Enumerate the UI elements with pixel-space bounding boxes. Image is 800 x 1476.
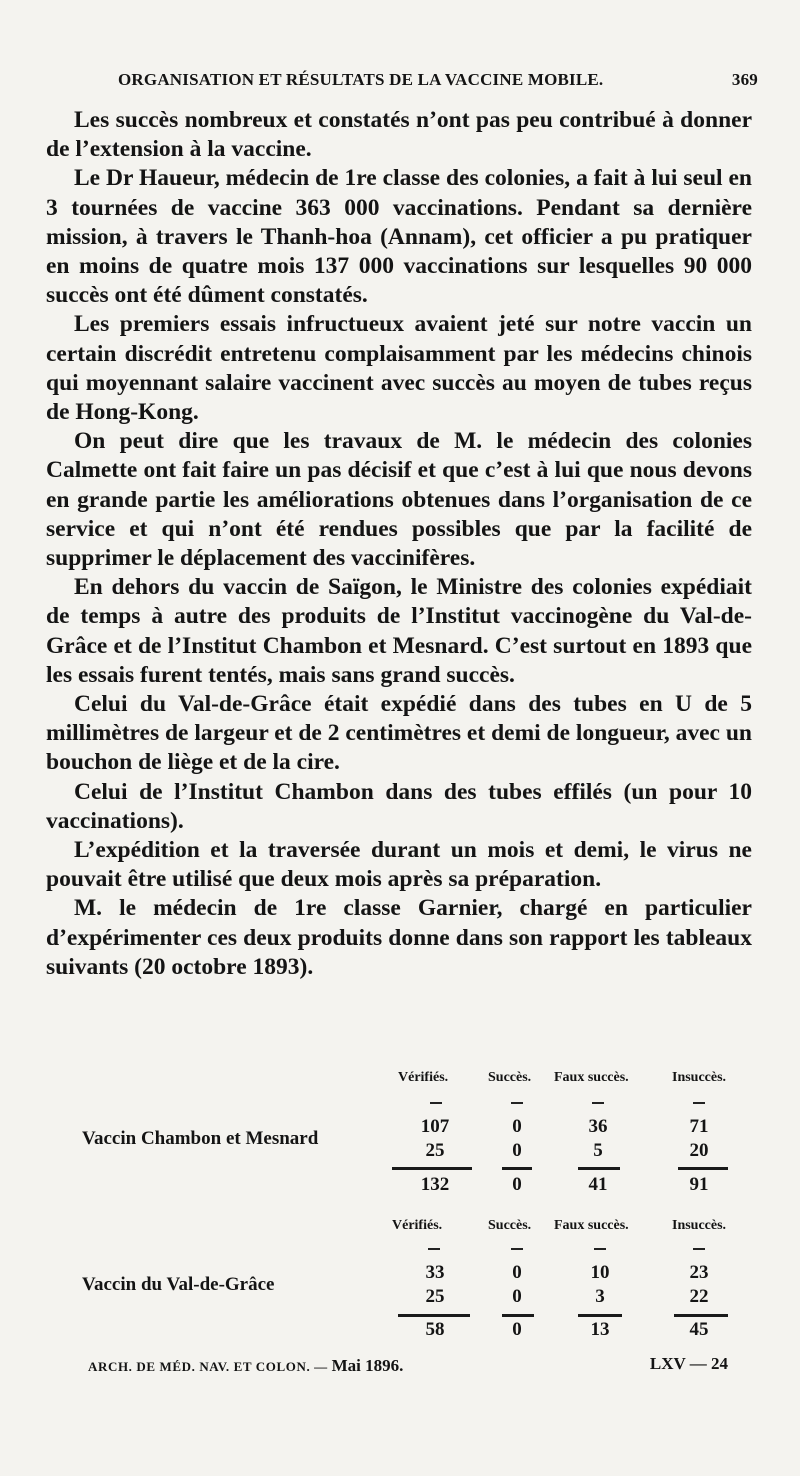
table-total: 13 bbox=[590, 1319, 610, 1340]
footer-journal bbox=[88, 1356, 404, 1375]
table-total: 45 bbox=[689, 1319, 709, 1340]
column-header-succes: Succès. bbox=[488, 1070, 532, 1085]
table-row-label: Vaccin du Val-de-Grâce bbox=[82, 1274, 275, 1295]
column-header-verifies: Vérifiés. bbox=[392, 1218, 443, 1233]
sum-rule bbox=[502, 1167, 532, 1170]
sum-rule bbox=[502, 1314, 534, 1317]
running-header bbox=[118, 70, 758, 90]
header-title: ORGANISATION ET RÉSULTATS DE LA VACCINE MOBILE. bbox=[118, 70, 604, 89]
table-cell: 25 bbox=[425, 1286, 445, 1307]
paragraph: M. le médecin de 1re classe Garnier, chargé en particulier d’expérimenter ces deux produits donne dans son rapport les tableaux suivants (20 octobre 1893). bbox=[46, 895, 752, 980]
table-cell: 3 bbox=[595, 1286, 605, 1307]
table-total: 58 bbox=[425, 1319, 445, 1340]
paragraph: Les premiers essais infructueux avaient jeté sur notre vaccin un certain discrédit entretenu complaisamment par les médecins chinois qui moyennant salaire vaccinent avec succès au moyen de tubes reçus de Hong-Kong. bbox=[46, 311, 752, 426]
sum-rule bbox=[578, 1314, 622, 1317]
footer-journal-name: ARCH. DE MÉD. NAV. ET COLON. — bbox=[88, 1359, 328, 1374]
paragraph: On peut dire que les travaux de M. le médecin des colonies Calmette ont fait faire un pas décisif et que c’est à lui que nous devons en grande partie les améliorations obtenues dans l’organisation de ce service et qui n’ont été rendues possibles que par la facilité de supprimer le déplacement des vaccinifères. bbox=[46, 428, 752, 572]
paragraph: Celui de l’Institut Chambon dans des tubes effilés (un pour 10 vaccinations). bbox=[46, 778, 752, 834]
page-number: 369 bbox=[731, 70, 758, 89]
sum-rule bbox=[578, 1167, 620, 1170]
table-total: 0 bbox=[512, 1174, 522, 1195]
table-cell: 20 bbox=[689, 1140, 709, 1161]
column-header-verifies: Vérifiés. bbox=[398, 1070, 449, 1085]
table-cell: 107 bbox=[420, 1116, 450, 1137]
table-cell: 23 bbox=[689, 1262, 709, 1283]
paragraph: Les succès nombreux et constatés n’ont pas peu contribué à donner de l’extension à la vaccine. bbox=[46, 107, 752, 163]
header-dash bbox=[693, 1248, 705, 1250]
header-dash bbox=[594, 1248, 606, 1250]
table-cell: 71 bbox=[689, 1116, 709, 1137]
body-text bbox=[46, 106, 752, 982]
footer-signature: LXV — 24 bbox=[649, 1354, 728, 1373]
column-header-faux-succes: Faux succès. bbox=[554, 1218, 629, 1233]
table-cell: 25 bbox=[425, 1140, 445, 1161]
table-total: 0 bbox=[512, 1319, 522, 1340]
sum-rule bbox=[392, 1167, 472, 1170]
table-cell: 36 bbox=[588, 1116, 608, 1137]
paragraph: Le Dr Haueur, médecin de 1re classe des colonies, a fait à lui seul en 3 tournées de vaccine 363 000 vaccinations. Pendant sa dernière mission, à travers le Thanh-hoa (Annam), cet officier a pu pratiquer en moins de quatre mois 137 000 vaccinations sur lesquelles 90 000 succès ont été dûment constatés. bbox=[46, 165, 752, 309]
footer-date: Mai 1896. bbox=[331, 1356, 404, 1375]
paragraph: En dehors du vaccin de Saïgon, le Ministre des colonies expédiait de temps à autre des produits de l’Institut vaccinogène du Val-de-Grâce et de l’Institut Chambon et Mesnard. C’est surtout en 1893 que les essais furent tentés, mais sans grand succès. bbox=[46, 574, 752, 688]
table-total: 41 bbox=[588, 1174, 608, 1195]
table-cell: 0 bbox=[512, 1116, 522, 1137]
table-cell: 0 bbox=[512, 1262, 522, 1283]
paragraph: Celui du Val-de-Grâce était expédié dans des tubes en U de 5 millimètres de largeur et de 2 centimètres et demi de longueur, avec un bouchon de liège et de la cire. bbox=[46, 691, 752, 776]
sum-rule bbox=[678, 1167, 728, 1170]
header-dash bbox=[428, 1248, 440, 1250]
column-header-insucces: Insuccès. bbox=[672, 1070, 727, 1085]
table-cell: 10 bbox=[590, 1262, 610, 1283]
header-dash bbox=[511, 1248, 523, 1250]
table-cell: 22 bbox=[689, 1286, 709, 1307]
table-cell: 33 bbox=[425, 1262, 445, 1283]
column-header-insucces: Insuccès. bbox=[672, 1218, 727, 1233]
column-header-faux-succes: Faux succès. bbox=[554, 1070, 629, 1085]
sum-rule bbox=[674, 1314, 728, 1317]
header-dash bbox=[511, 1102, 523, 1104]
table-cell: 0 bbox=[512, 1140, 522, 1161]
paragraph: L’expédition et la traversée durant un mois et demi, le virus ne pouvait être utilisé que deux mois après sa préparation. bbox=[46, 837, 752, 893]
table-row-label: Vaccin Chambon et Mesnard bbox=[82, 1128, 319, 1149]
table-cell: 0 bbox=[512, 1286, 522, 1307]
table-cell: 5 bbox=[593, 1140, 603, 1161]
sum-rule bbox=[398, 1314, 470, 1317]
header-dash bbox=[592, 1102, 604, 1104]
table-total: 91 bbox=[689, 1174, 709, 1195]
column-header-succes: Succès. bbox=[488, 1218, 532, 1233]
header-dash bbox=[430, 1102, 442, 1104]
table-total: 132 bbox=[420, 1174, 450, 1195]
page-footer bbox=[88, 1356, 748, 1376]
header-dash bbox=[693, 1102, 705, 1104]
